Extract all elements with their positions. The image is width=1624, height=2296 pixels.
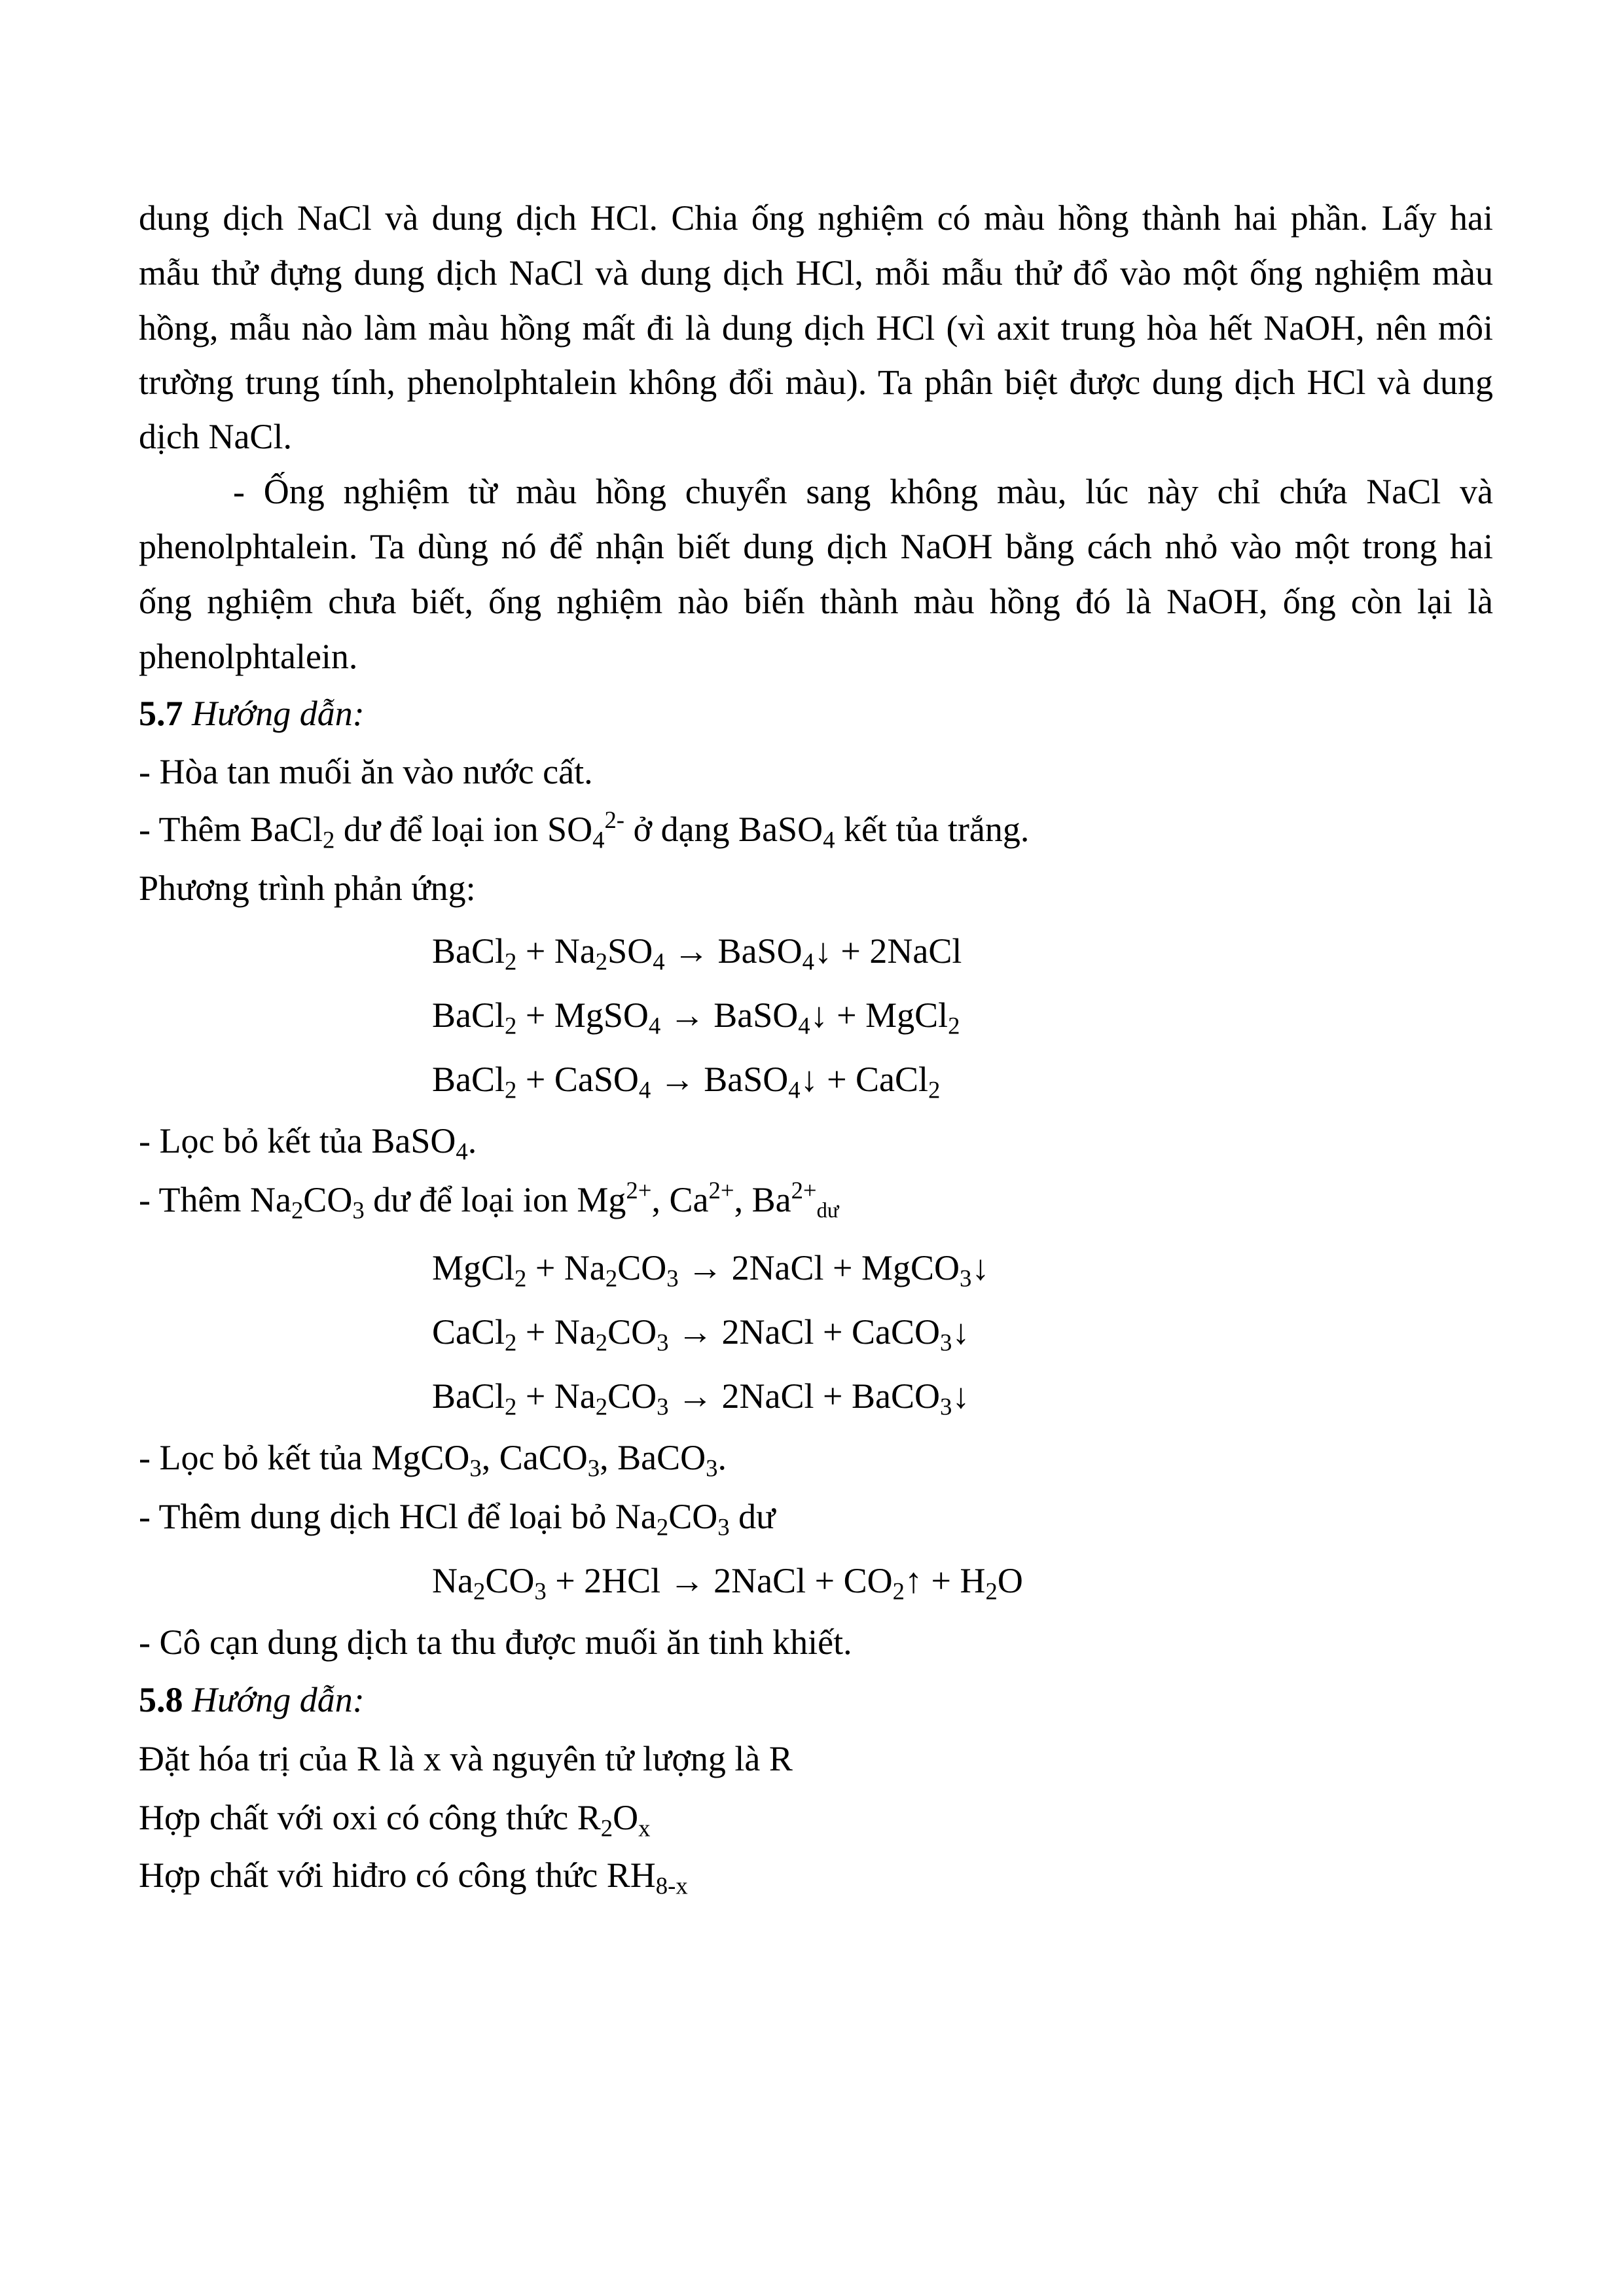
equation: BaCl$_2$ + $Na_2SO_4$ → BaSO$_4$↓ + 2NaCl [432,931,962,975]
section-title: Hướng dẫn: [192,1680,365,1719]
step-text: - Cô cạn dung dịch ta thu được muối ăn tinh khiết. [139,1623,852,1662]
section-title: Hướng dẫn: [192,694,365,733]
step-text: - Lọc bỏ kết tủa MgCO$_3$, CaCO$_3$, BaCO$_3$. [139,1438,727,1482]
paragraph-line: dịch NaCl. [139,417,292,456]
equation: CaCl$_2$ + $Na_2CO_3$ → 2NaCl + CaCO$_3$↓ [432,1312,970,1356]
equation: MgCl$_2$ + $Na_2CO_3$ → 2NaCl + MgCO$_3$↓ [432,1248,990,1292]
step-text: - Lọc bỏ kết tủa BaSO$_4$. [139,1121,477,1165]
step-text: - Thêm $Na_2CO_3$ dư để loại ion $Mg^{2+}$, $Ca^{2+}$, $Ba^{2+}_{dư}$ [139,1176,839,1224]
step-text: - Thêm dung dịch HCl để loại bỏ $Na_2CO_3$ dư [139,1497,776,1541]
paragraph-line: phenolphtalein. Ta dùng nó để nhận biết dung dịch NaOH bằng cách nhỏ vào một trong hai [139,527,1493,566]
paragraph-line: ống nghiệm chưa biết, ống nghiệm nào biến thành màu hồng đó là NaOH, ống còn lại là [139,582,1493,621]
paragraph-line: phenolphtalein. [139,637,358,676]
step-text: - Hòa tan muối ăn vào nước cất. [139,752,593,791]
paragraph-line: hồng, mẫu nào làm màu hồng mất đi là dung dịch HCl (vì axit trung hòa hết NaOH, nên môi [139,308,1493,348]
paragraph-line: dung dịch NaCl và dung dịch HCl. Chia ống nghiệm có màu hồng thành hai phần. Lấy hai [139,198,1493,238]
equation: BaCl$_2$ + MgSO$_4$ → BaSO$_4$↓ + MgCl$_2$ [432,996,960,1039]
paragraph-line: mẫu thử đựng dung dịch NaCl và dung dịch HCl, mỗi mẫu thử đổ vào một ống nghiệm màu [139,253,1493,293]
equation: BaCl$_2$ + $Na_2CO_3$ → 2NaCl + BaCO$_3$↓ [432,1376,970,1420]
section-heading-5-8 [139,1682,1493,1717]
reaction-label: Phương trình phản ứng: [139,869,476,908]
section-number: 5.7 [139,694,183,733]
equation: $Na_2CO_3 + 2HCl$ → 2NaCl + $CO_2↑ + H_2O$ [432,1561,1023,1605]
equation: BaCl$_2$ + CaSO$_4$ → BaSO$_4$↓ + CaCl$_2$ [432,1060,941,1103]
section-number: 5.8 [139,1680,183,1719]
step-text: - Thêm BaCl$_2$ dư để loại ion $SO_4^{2-}$ ở dạng BaSO$_4$ kết tủa trắng. [139,806,1030,853]
step-text: Hợp chất với hiđro có công thức $RH_{8-x}$ [139,1856,688,1899]
paragraph-line: - Ống nghiệm từ màu hồng chuyển sang không màu, lúc này chỉ chứa NaCl và [233,472,1493,511]
paragraph-line: trường trung tính, phenolphtalein không đổi màu). Ta phân biệt được dung dịch HCl và dung [139,363,1493,402]
step-text: Đặt hóa trị của R là x và nguyên tử lượng là R [139,1739,793,1778]
step-text: Hợp chất với oxi có công thức $R_2O_x$ [139,1798,651,1842]
section-heading-5-7 [139,696,1493,731]
